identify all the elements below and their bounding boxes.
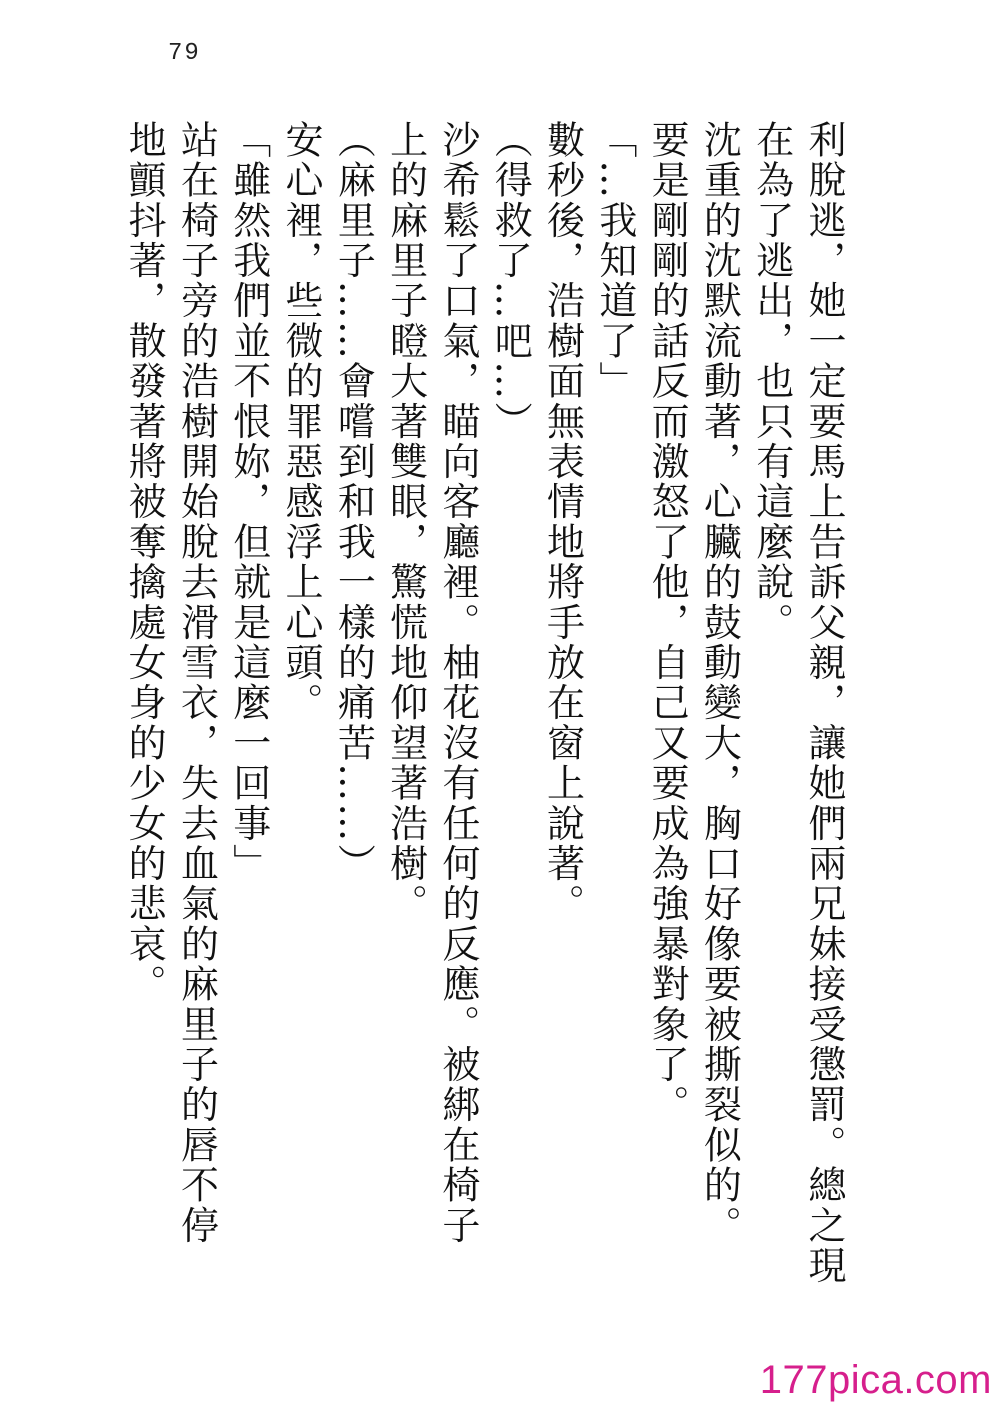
text-line: 「…我知道了」	[592, 120, 637, 402]
text-line: 沙希鬆了口氣，瞄向客廳裡。柚花沒有任何的反應。被綁在椅子	[435, 120, 480, 1246]
text-line: 要是剛剛的話反而激怒了他，自己又要成為強暴對象了。	[645, 120, 690, 1125]
text-line: 上的麻里子瞪大著雙眼，驚慌地仰望著浩樹。	[383, 120, 428, 924]
text-line: 在為了逃出，也只有這麼說。	[749, 120, 794, 643]
text-line: 沈重的沈默流動著，心臟的鼓動變大，胸口好像要被撕裂似的。	[697, 120, 742, 1246]
text-line: 安心裡，些微的罪惡感浮上心頭。	[279, 120, 324, 723]
text-line: （麻里子……會嚐到和我一樣的痛苦……）	[331, 120, 376, 884]
text-line: 地顫抖著，散發著將被奪擒處女身的少女的悲哀。	[122, 120, 167, 1005]
text-line: （得救了…吧…）	[488, 120, 533, 442]
page-number: 79	[168, 40, 201, 67]
site-watermark: 177pica.com	[759, 1358, 992, 1402]
text-line: 站在椅子旁的浩樹開始脫去滑雪衣，失去血氣的麻里子的唇不停	[174, 120, 219, 1246]
text-line: 「雖然我們並不恨妳，但就是這麼一回事」	[226, 120, 271, 884]
vertical-text-body	[118, 120, 850, 1286]
text-line: 數秒後，浩樹面無表情地將手放在窗上說著。	[540, 120, 585, 924]
text-line: 利脫逃，她一定要馬上告訴父親，讓她們兩兄妹接受懲罰。總之現	[802, 120, 846, 1286]
